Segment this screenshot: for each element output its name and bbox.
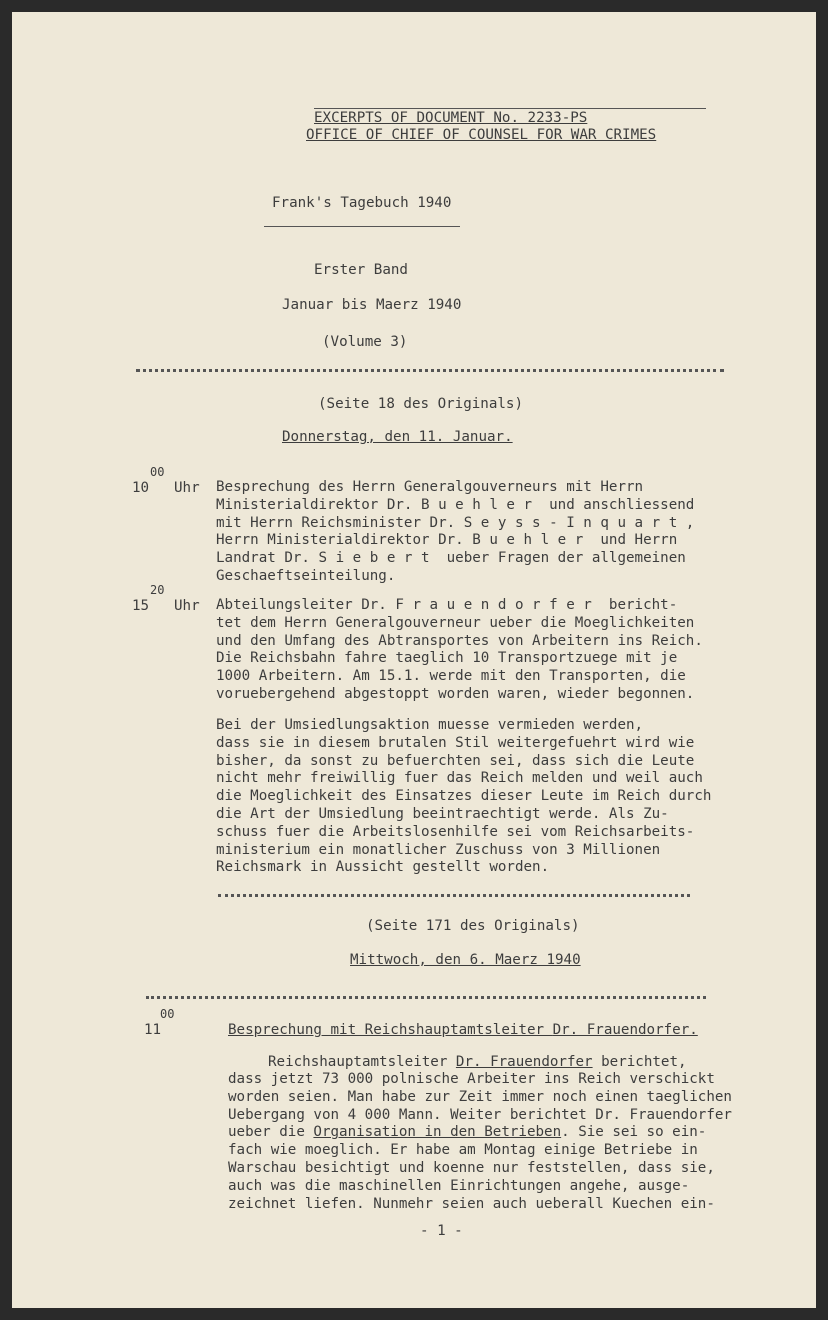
volume-period: Januar bis Maerz 1940	[282, 297, 462, 313]
dotted-separator	[218, 894, 690, 897]
time-hour: 11	[144, 1022, 162, 1038]
paragraph-first-line	[268, 1054, 687, 1070]
dotted-separator	[146, 996, 706, 999]
entry-paragraph: Besprechung des Herrn Generalgouverneurs mit Herrn Ministerialdirektor Dr. B u e h l e r und anschliessend mit Herrn Reichsminister Dr. S e y s s - I n q u a r t , Herrn Ministerialdirektor Dr. B u e h l e r und Herrn Landrat Dr. S i e b e r t ueber Fragen der allgemeinen Geschaeftseinteilung.	[216, 479, 695, 584]
entry-date: Donnerstag, den 11. Januar.	[282, 429, 513, 445]
volume-number: (Volume 3)	[322, 334, 408, 350]
heading-text: Besprechung mit Reichshauptamtsleiter	[228, 1022, 553, 1038]
time-unit: Uhr	[174, 480, 200, 496]
time-unit: Uhr	[174, 598, 200, 614]
text-run: berichtet,	[592, 1054, 687, 1070]
time-minutes: 00	[160, 1007, 175, 1021]
time-hour: 15	[132, 598, 150, 614]
entry-paragraph: Abteilungsleiter Dr. F r a u e n d o r f e r bericht- tet dem Herrn Generalgouverneur ueber die Moeglichkeiten und den Umfang des Abtransportes von Arbeitern ins Reich. Die Reichsbahn fahre taeglich 10 Transportzuege mit je 1000 Arbeitern. Am 15.1. werde mit den Transporten, die voruebergehend abgestoppt worden waren, wieder begonnen.	[216, 597, 703, 702]
underlined-phrase: Organisation in den Betrieben	[313, 1124, 562, 1141]
time-hour: 10	[132, 480, 150, 496]
page-reference: (Seite 18 des Originals)	[318, 396, 523, 412]
header-top-rule	[314, 108, 706, 109]
page-number: - 1 -	[420, 1223, 463, 1239]
entry-paragraph: Bei der Umsiedlungsaktion muesse vermieden werden, dass sie in diesem brutalen Stil weitergefuehrt wird wie bisher, da sonst zu befuerchten sei, dass sich die Leute nicht mehr freiwillig fuer das Reich melden und weil auch die Moeglichkeit des Einsatzes dieser Leute im Reich durch die Art der Umsiedlung beeintraechtigt werde. Als Zu- schuss fuer die Arbeitslosenhilfe sei vom Reichsarbeits- ministerium ein monatlicher Zuschuss von 3 Millionen Reichsmark in Aussicht gestellt worden.	[216, 717, 712, 876]
time-minutes: 20	[150, 583, 165, 597]
volume-band: Erster Band	[314, 262, 408, 278]
text-run: Reichshauptamtsleiter	[268, 1054, 456, 1070]
entry-date: Mittwoch, den 6. Maerz 1940	[350, 952, 581, 968]
text-run: dass jetzt 73 000 polnische Arbeiter ins Reich verschickt worden seien. Man habe zur Zeit immer noch einen taeglichen Uebergang von 4 000 Mann. Weiter berichtet Dr. Frauendorfer ueber die	[228, 1071, 732, 1141]
person-name: Dr. Frauendorfer	[455, 1054, 593, 1070]
time-minutes: 00	[150, 465, 165, 479]
diary-title: Frank's Tagebuch 1940	[272, 195, 452, 211]
document-page	[12, 12, 816, 1308]
page-reference: (Seite 171 des Originals)	[366, 918, 580, 934]
office-heading: OFFICE OF CHIEF OF COUNSEL FOR WAR CRIMES	[306, 127, 657, 143]
entry-heading	[228, 1022, 698, 1038]
heading-name: Dr. Frauendorfer.	[552, 1022, 698, 1038]
title-underline	[264, 226, 460, 227]
document-number-heading: EXCERPTS OF DOCUMENT No. 2233-PS	[314, 110, 588, 126]
dotted-separator	[136, 369, 724, 372]
body-paragraph	[228, 1071, 748, 1213]
text-run: . Sie sei so ein- fach wie moeglich. Er habe am Montag einige Betriebe in Warschau besichtigt und koenne nur feststellen, dass sie, auch was die maschinellen Einrichtungen angehe, ausge- zeichnet liefen. Nunmehr seien auch ueberall Kuechen ein-	[228, 1124, 715, 1212]
